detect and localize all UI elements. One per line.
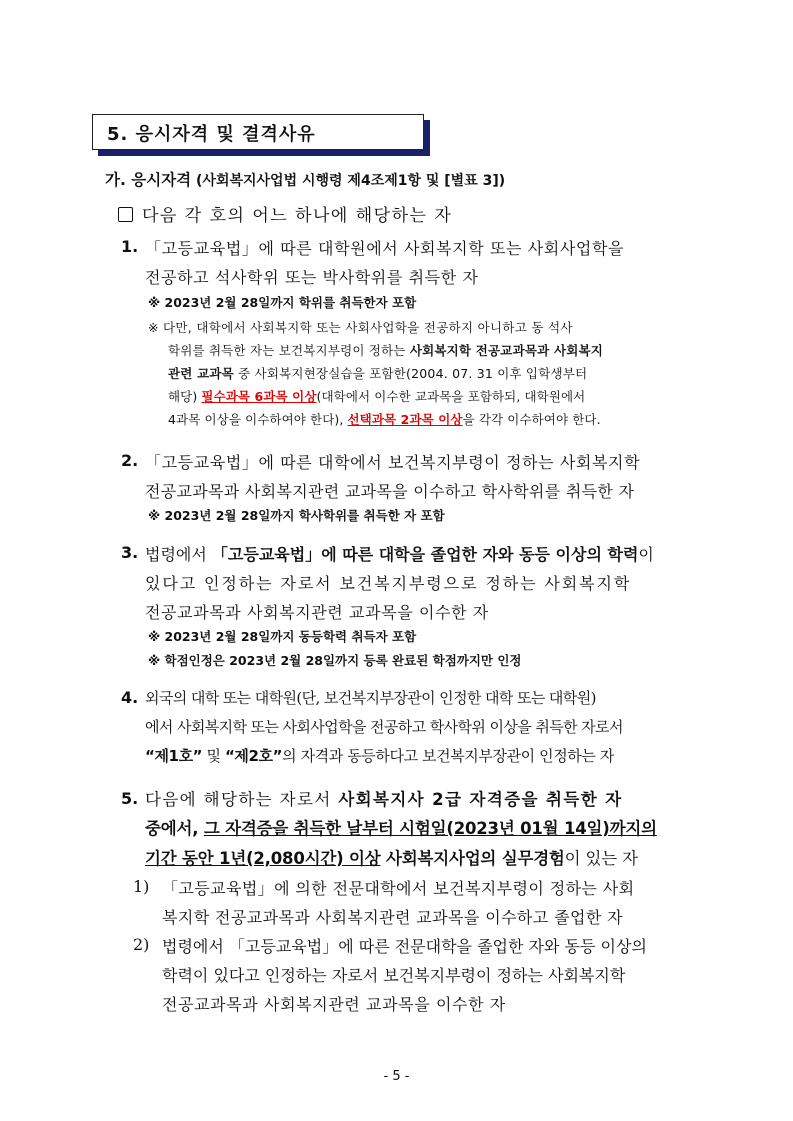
underlined-emphasis: 그 자격증을 취득한 날부터 시험일(2023년 01월 14일)까지의: [203, 819, 657, 838]
item-4-line-2: 에서 사회복지학 또는 사회사업학을 전공하고 학사학위 이상을 취득한 자로서: [145, 718, 623, 736]
note-text: 4과목 이상을 이수하여야 한다),: [168, 412, 348, 427]
item-emphasis: 중에서,: [145, 819, 204, 838]
item-text: 이: [638, 545, 654, 564]
item-4-line-3: [145, 745, 614, 766]
item-1-note-1: ※ 2023년 2월 28일까지 학위를 취득한자 포함: [148, 295, 417, 310]
item-text: 및: [202, 747, 225, 765]
item-3-number: 3.: [121, 543, 139, 562]
underlined-emphasis: 기간 동안 1년(2,080시간) 이상: [145, 849, 381, 868]
elective-courses-highlight: 선택과목 2과목 이상: [347, 412, 463, 427]
item-1-note-2-line-4: [168, 387, 585, 405]
item-5-line-2: [145, 815, 657, 839]
item-emphasis: 사회복지사 2급 자격증을 취득한 자: [338, 790, 623, 809]
subitem-2-line-1: 법령에서 「고등교육법」에 따른 전문대학을 졸업한 자와 동등 이상의: [162, 937, 647, 956]
item-3-line-1: [145, 542, 654, 565]
item-emphasis: 사회복지사업의 실무경험: [380, 849, 565, 868]
item-emphasis: “제2호”: [224, 747, 283, 765]
intro-text: 다음 각 호의 어느 하나에 해당하는 자: [142, 206, 453, 226]
subitem-2-line-3: 전공교과목과 사회복지관련 교과목을 이수한 자: [162, 995, 506, 1014]
item-2-number: 2.: [121, 451, 139, 470]
item-emphasis: “제1호”: [145, 747, 203, 765]
section-header-box: [92, 114, 424, 150]
subheading-suffix: (사회복지사업법 시행령 제4조제1항 및 [별표 3]): [191, 173, 506, 189]
item-1-note-2-line-2: [168, 341, 603, 359]
item-2-line-2: 전공교과목과 사회복지관련 교과목을 이수하고 학사학위를 취득한 자: [145, 482, 635, 501]
item-1-line-1: 「고등교육법」에 따른 대학원에서 사회복지학 또는 사회사업학을: [145, 239, 625, 258]
item-emphasis: 「고등교육법」에 따른 대학을 졸업한 자와 동등 이상의 학력: [211, 545, 639, 564]
item-1-line-2: 전공하고 석사학위 또는 박사학위를 취득한 자: [145, 268, 479, 287]
note-text: 학위를 취득한 자는 보건복지부령이 정하는: [168, 343, 410, 358]
item-1-note-2-line-1: ※ 다만, 대학에서 사회복지학 또는 사회사업학을 전공하지 아니하고 동 석사: [148, 320, 573, 335]
item-3-note-1: ※ 2023년 2월 28일까지 동등학력 취득자 포함: [148, 629, 417, 644]
required-courses-highlight: 필수과목 6과목 이상: [201, 389, 317, 404]
item-1-note-2-line-3: [168, 364, 587, 382]
subitem-1-number: 1): [133, 877, 150, 896]
note-text: 해당): [168, 389, 202, 404]
item-3-note-2: ※ 학점인정은 2023년 2월 28일까지 등록 완료된 학점까지만 인정: [148, 653, 522, 668]
item-5-number: 5.: [121, 789, 139, 808]
item-text: 법령에서: [145, 545, 212, 564]
item-text: 의 자격과 동등하다고 보건복지부장관이 인정하는 자: [282, 747, 614, 765]
item-2-note-1: ※ 2023년 2월 28일까지 학사학위를 취득한 자 포함: [148, 508, 445, 523]
item-4-number: 4.: [121, 688, 139, 707]
item-5-line-3: [145, 845, 638, 869]
intro-line: [118, 201, 452, 226]
item-5-line-1: [145, 786, 623, 810]
subitem-1-line-1: 「고등교육법」에 의한 전문대학에서 보건복지부령이 정하는 사회: [162, 879, 635, 898]
item-1-note-2-line-5: [168, 410, 601, 428]
item-3-line-3: 전공교과목과 사회복지관련 교과목을 이수한 자: [145, 603, 489, 622]
checkbox-icon: [118, 207, 133, 222]
page-number: - 5 -: [383, 1069, 410, 1084]
note-text: 중 사회복지현장실습을 포함한(2004. 07. 31 이후 입학생부터: [233, 366, 588, 381]
subheading-prefix: 가. 응시자격: [105, 171, 192, 189]
item-text: 다음에 해당하는 자로서: [145, 790, 339, 809]
item-3-line-2: 있다고 인정하는 자로서 보건복지부령으로 정하는 사회복지학: [145, 574, 632, 593]
note-emphasis: 사회복지학 전공교과목과 사회복지: [409, 343, 604, 358]
item-4-line-1: 외국의 대학 또는 대학원(단, 보건복지부장관이 인정한 대학 또는 대학원): [145, 689, 596, 707]
section-title: 5. 응시자격 및 결격사유: [107, 124, 316, 145]
subheading: [105, 168, 505, 190]
note-text: (대학에서 이수한 교과목을 포함하되, 대학원에서: [316, 389, 586, 404]
subitem-2-line-2: 학력이 있다고 인정하는 자로서 보건복지부령이 정하는 사회복지학: [162, 966, 626, 985]
note-text: 을 각각 이수하여야 한다.: [462, 412, 601, 427]
item-2-line-1: 「고등교육법」에 따른 대학에서 보건복지부령이 정하는 사회복지학: [145, 453, 641, 472]
note-emphasis: 관련 교과목: [168, 366, 234, 381]
subitem-2-number: 2): [133, 935, 150, 954]
item-1-number: 1.: [121, 237, 139, 256]
item-text: 이 있는 자: [564, 849, 638, 868]
subitem-1-line-2: 복지학 전공교과목과 사회복지관련 교과목을 이수하고 졸업한 자: [162, 908, 624, 927]
